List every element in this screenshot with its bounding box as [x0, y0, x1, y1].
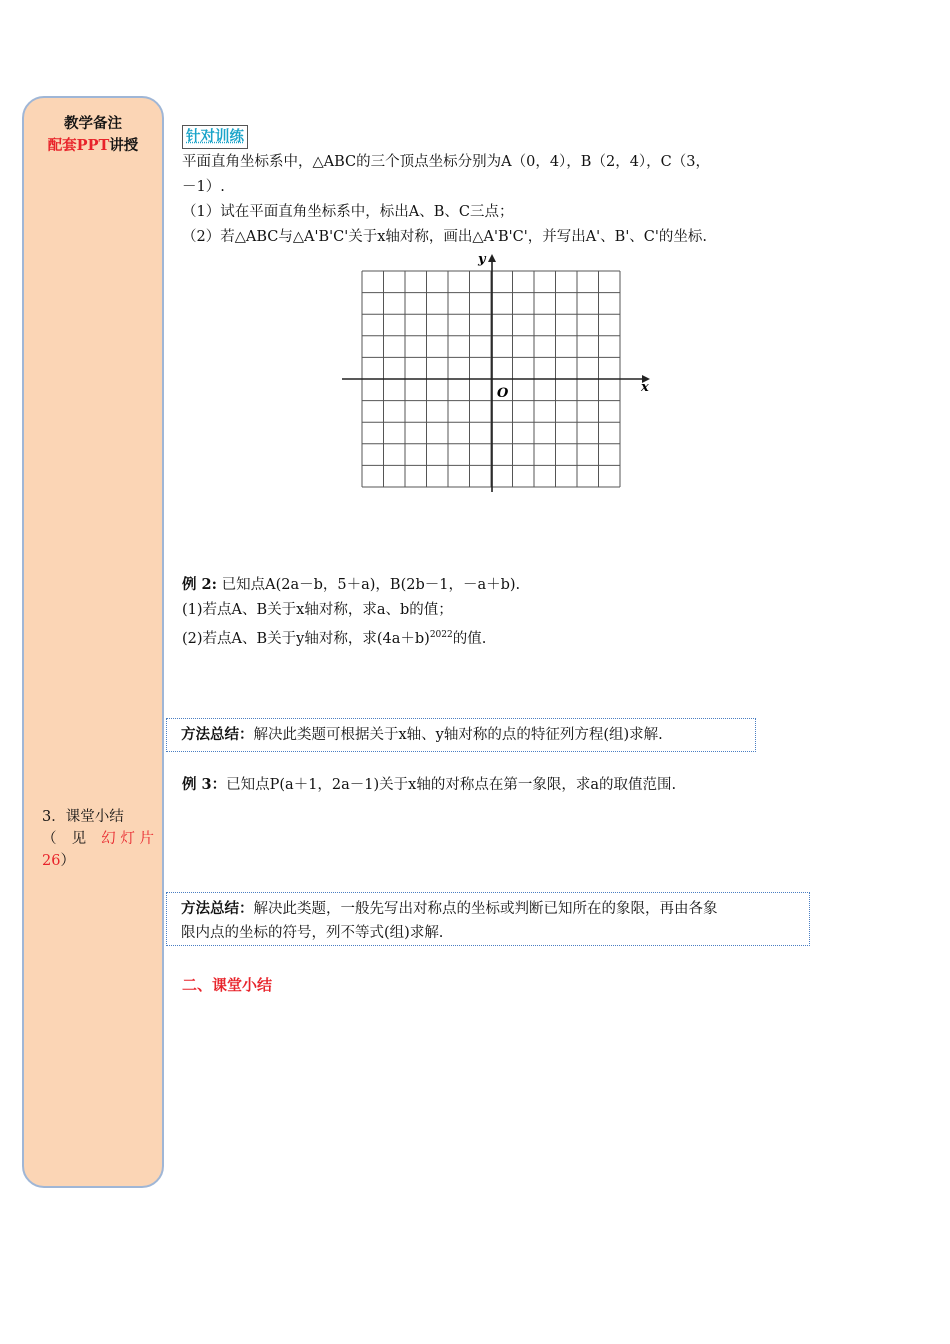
slide-label: 幻 灯 片: [101, 831, 154, 847]
x-axis-label: x: [641, 380, 649, 395]
sidebar-item-summary: [42, 806, 154, 872]
q2-end: 的值.: [452, 630, 487, 647]
origin-label: O: [497, 386, 509, 401]
coordinate-grid: [340, 250, 660, 500]
method-2-label: 方法总结：: [181, 900, 254, 917]
sidebar-item-slide-ref: [42, 828, 154, 850]
example-2-text: 已知点A(2a－b，5＋a)，B(2b－1，－a＋b).: [217, 577, 521, 593]
exercise-tag: 针对训练: [182, 125, 248, 149]
method-1-text: 解决此类题可根据关于x轴、y轴对称的点的特征列方程(组)求解.: [253, 727, 663, 743]
exercise-question-1: （1）试在平面直角坐标系中，标出A、B、C三点；: [182, 204, 514, 220]
method-2-text-2: 限内点的坐标的符号，列不等式(组)求解.: [181, 925, 444, 941]
method-2-line-1: [181, 897, 797, 921]
example-3-text: 已知点P(a＋1，2a－1)关于x轴的对称点在第一象限，求a的取值范围.: [226, 777, 677, 793]
sidebar-ppt-label: 配套PPT: [47, 137, 110, 154]
section-title: 二、课堂小结: [182, 976, 273, 994]
method-1-label: 方法总结：: [181, 726, 254, 743]
exercise-line-2: －1）.: [182, 179, 225, 195]
example-2-question-1: (1)若点A、B关于x轴对称，求a、b的值；: [182, 602, 453, 618]
q2-exponent: 2022: [429, 630, 453, 640]
see-label: 见: [71, 831, 87, 847]
paren-close: ）: [60, 853, 75, 869]
example-3-line: [182, 774, 676, 796]
sidebar-slide-number-line: [42, 850, 154, 872]
y-axis-label: y: [478, 252, 486, 267]
exercise-question-2: （2）若△ABC与△A'B'C'关于x轴对称，画出△A'B'C'，并写出A'、B'、C'的坐标.: [182, 229, 707, 245]
example-2-line: [182, 574, 520, 596]
method-summary-1: [166, 718, 756, 752]
sidebar-subtitle: [24, 134, 162, 155]
sidebar-title: 教学备注: [64, 115, 122, 132]
example-2-question-2: [182, 624, 486, 650]
example-3-label: 例 3：: [182, 776, 227, 793]
y-axis-arrow: [488, 254, 496, 262]
exercise-line-1: 平面直角坐标系中，△ABC的三个顶点坐标分别为A（0，4），B（2，4），C（3，: [182, 154, 710, 170]
example-2-label: 例 2:: [182, 576, 217, 593]
sidebar-method-label: 讲授: [109, 137, 139, 154]
method-2-text-1: 解决此类题，一般先写出对称点的坐标或判断已知所在的象限，再由各象: [253, 901, 718, 917]
teaching-notes-sidebar: [22, 96, 164, 1188]
q2-text: (2)若点A、B关于y轴对称，求(4a＋b): [182, 630, 430, 647]
slide-number: 26: [42, 853, 61, 869]
method-summary-2: [166, 892, 810, 946]
paren-open: （: [42, 831, 57, 847]
sidebar-item-number: 3．课堂小结: [42, 809, 124, 825]
